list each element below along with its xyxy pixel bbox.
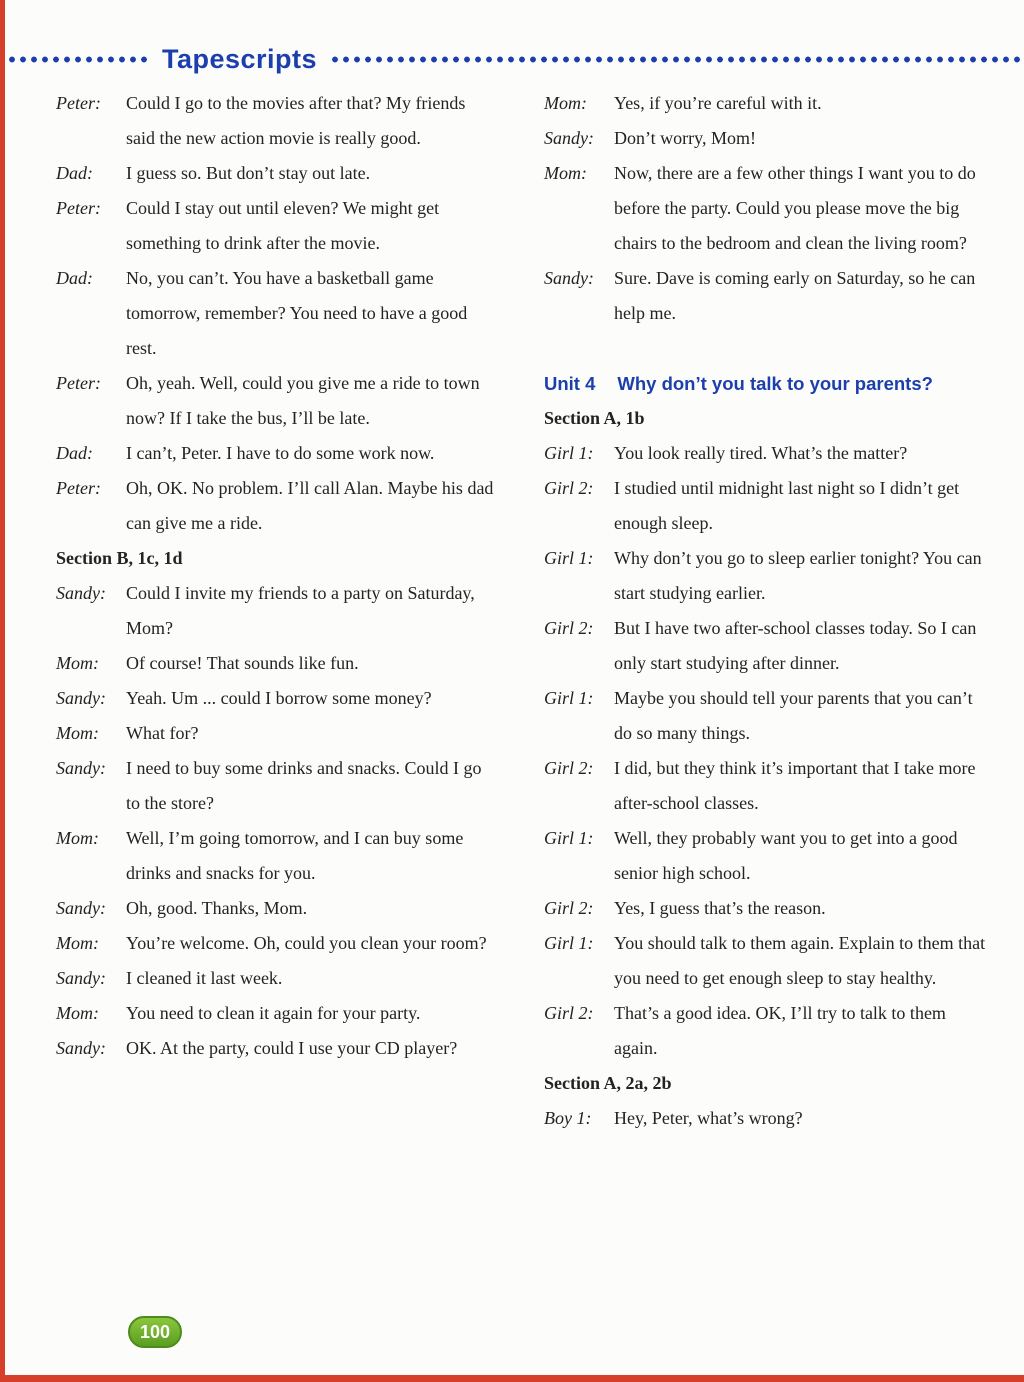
dialogue-text: Well, I’m going tomorrow, and I can buy some drinks and snacks for you. [126,828,464,883]
dialogue-entry [56,471,496,541]
dialogue-entry [544,121,990,156]
tapescript-columns [56,86,994,1136]
dialogue-entry [56,996,496,1031]
speaker-label: Sandy: [56,968,106,988]
dialogue-entry [56,926,496,961]
speaker-label: Sandy: [56,758,106,778]
dialogue-entry [56,366,496,436]
dialogue-entry [56,436,496,471]
dialogue-entry [544,436,990,471]
speaker-label: Girl 2: [544,618,594,638]
dialogue-entry [544,926,990,996]
section-heading: Section B, 1c, 1d [56,548,183,568]
speaker-label: Boy 1: [544,1108,592,1128]
dialogue-entry [56,751,496,821]
speaker-label: Mom: [56,723,99,743]
dialogue-text: Could I go to the movies after that? My friends said the new action movie is really good. [126,93,466,148]
speaker-label: Mom: [544,163,587,183]
dialogue-entry [56,891,496,926]
dialogue-text: Well, they probably want you to get into a good senior high school. [614,828,958,883]
speaker-label: Girl 1: [544,548,594,568]
dialogue-text: You’re welcome. Oh, could you clean your room? [126,933,487,953]
dialogue-text: Now, there are a few other things I want you to do before the party. Could you please move the big chairs to the bedroom and clean the living room? [614,163,976,253]
dialogue-text: Yes, I guess that’s the reason. [614,898,826,918]
dialogue-text: I can’t, Peter. I have to do some work now. [126,443,435,463]
page-edge-bottom [0,1375,1024,1382]
dialogue-text: Yeah. Um ... could I borrow some money? [126,688,432,708]
dialogue-text: Don’t worry, Mom! [614,128,756,148]
unit-title: Why don’t you talk to your parents? [617,373,933,394]
speaker-label: Dad: [56,443,93,463]
dialogue-entry [544,996,990,1066]
speaker-label: Girl 2: [544,478,594,498]
dialogue-text: I did, but they think it’s important that I take more after-school classes. [614,758,976,813]
dialogue-entry [544,471,990,541]
dialogue-entry [56,961,496,996]
dialogue-entry [56,86,496,156]
dialogue-text: You look really tired. What’s the matter? [614,443,908,463]
unit-number: Unit 4 [544,373,596,394]
speaker-label: Dad: [56,163,93,183]
speaker-label: Girl 1: [544,688,594,708]
speaker-label: Girl 2: [544,1003,594,1023]
dialogue-text: You need to clean it again for your party. [126,1003,421,1023]
speaker-label: Girl 1: [544,443,594,463]
dialogue-text: Hey, Peter, what’s wrong? [614,1108,803,1128]
dialogue-entry [544,261,990,331]
left-column [56,86,496,1136]
dialogue-text: Oh, yeah. Well, could you give me a ride to town now? If I take the bus, I’ll be late. [126,373,480,428]
dialogue-text: OK. At the party, could I use your CD player? [126,1038,458,1058]
blank-line [544,331,990,366]
dialogue-text: You should talk to them again. Explain to them that you need to get enough sleep to stay healthy. [614,933,986,988]
dotted-rule-right-icon [331,55,1024,64]
dialogue-entry [544,681,990,751]
speaker-label: Peter: [56,93,101,113]
dialogue-entry [56,191,496,261]
dialogue-text: But I have two after-school classes today. So I can only start studying after dinner. [614,618,977,673]
speaker-label: Mom: [544,93,587,113]
dialogue-entry [56,576,496,646]
speaker-label: Girl 1: [544,933,594,953]
dialogue-text: No, you can’t. You have a basketball game tomorrow, remember? You need to have a good rest. [126,268,468,358]
dialogue-entry [56,821,496,891]
dialogue-entry [56,716,496,751]
speaker-label: Sandy: [56,688,106,708]
dialogue-text: I cleaned it last week. [126,968,283,988]
speaker-label: Mom: [56,1003,99,1023]
dialogue-entry [544,821,990,891]
section-heading: Section A, 1b [544,408,645,428]
dialogue-entry [544,156,990,261]
dialogue-text: Of course! That sounds like fun. [126,653,359,673]
dialogue-entry [544,86,990,121]
tapescripts-header [8,44,1024,75]
speaker-label: Dad: [56,268,93,288]
page-number-badge: 100 [128,1316,182,1348]
page-title: Tapescripts [162,44,318,74]
dialogue-text: I guess so. But don’t stay out late. [126,163,371,183]
speaker-label: Sandy: [56,1038,106,1058]
dialogue-text: Maybe you should tell your parents that you can’t do so many things. [614,688,973,743]
speaker-label: Mom: [56,653,99,673]
speaker-label: Girl 2: [544,758,594,778]
dialogue-entry [544,611,990,681]
dialogue-text: Oh, OK. No problem. I’ll call Alan. Maybe his dad can give me a ride. [126,478,494,533]
dialogue-text: Could I invite my friends to a party on Saturday, Mom? [126,583,475,638]
speaker-label: Sandy: [544,268,594,288]
speaker-label: Peter: [56,478,101,498]
dialogue-text: Why don’t you go to sleep earlier tonight? You can start studying earlier. [614,548,982,603]
dialogue-text: What for? [126,723,199,743]
dialogue-entry [544,541,990,611]
dialogue-text: Oh, good. Thanks, Mom. [126,898,308,918]
speaker-label: Sandy: [56,583,106,603]
speaker-label: Peter: [56,373,101,393]
dialogue-entry [544,891,990,926]
dialogue-entry [544,1101,990,1136]
dialogue-text: That’s a good idea. OK, I’ll try to talk to them again. [614,1003,946,1058]
dialogue-entry [56,156,496,191]
speaker-label: Sandy: [56,898,106,918]
dialogue-entry [56,681,496,716]
speaker-label: Girl 1: [544,828,594,848]
dialogue-text: Yes, if you’re careful with it. [614,93,822,113]
dialogue-text: Sure. Dave is coming early on Saturday, so he can help me. [614,268,976,323]
speaker-label: Peter: [56,198,101,218]
unit-heading [544,366,990,401]
dialogue-entry [56,646,496,681]
right-column [544,86,990,1136]
dialogue-entry [56,261,496,366]
speaker-label: Girl 2: [544,898,594,918]
dotted-rule-left-icon [8,55,148,64]
section-heading: Section A, 2a, 2b [544,1073,672,1093]
dialogue-entry [56,1031,496,1066]
page-edge-left [0,0,5,1382]
dialogue-text: I studied until midnight last night so I didn’t get enough sleep. [614,478,960,533]
speaker-label: Mom: [56,933,99,953]
dialogue-text: Could I stay out until eleven? We might get something to drink after the movie. [126,198,440,253]
speaker-label: Mom: [56,828,99,848]
dialogue-text: I need to buy some drinks and snacks. Could I go to the store? [126,758,482,813]
dialogue-entry [544,751,990,821]
speaker-label: Sandy: [544,128,594,148]
